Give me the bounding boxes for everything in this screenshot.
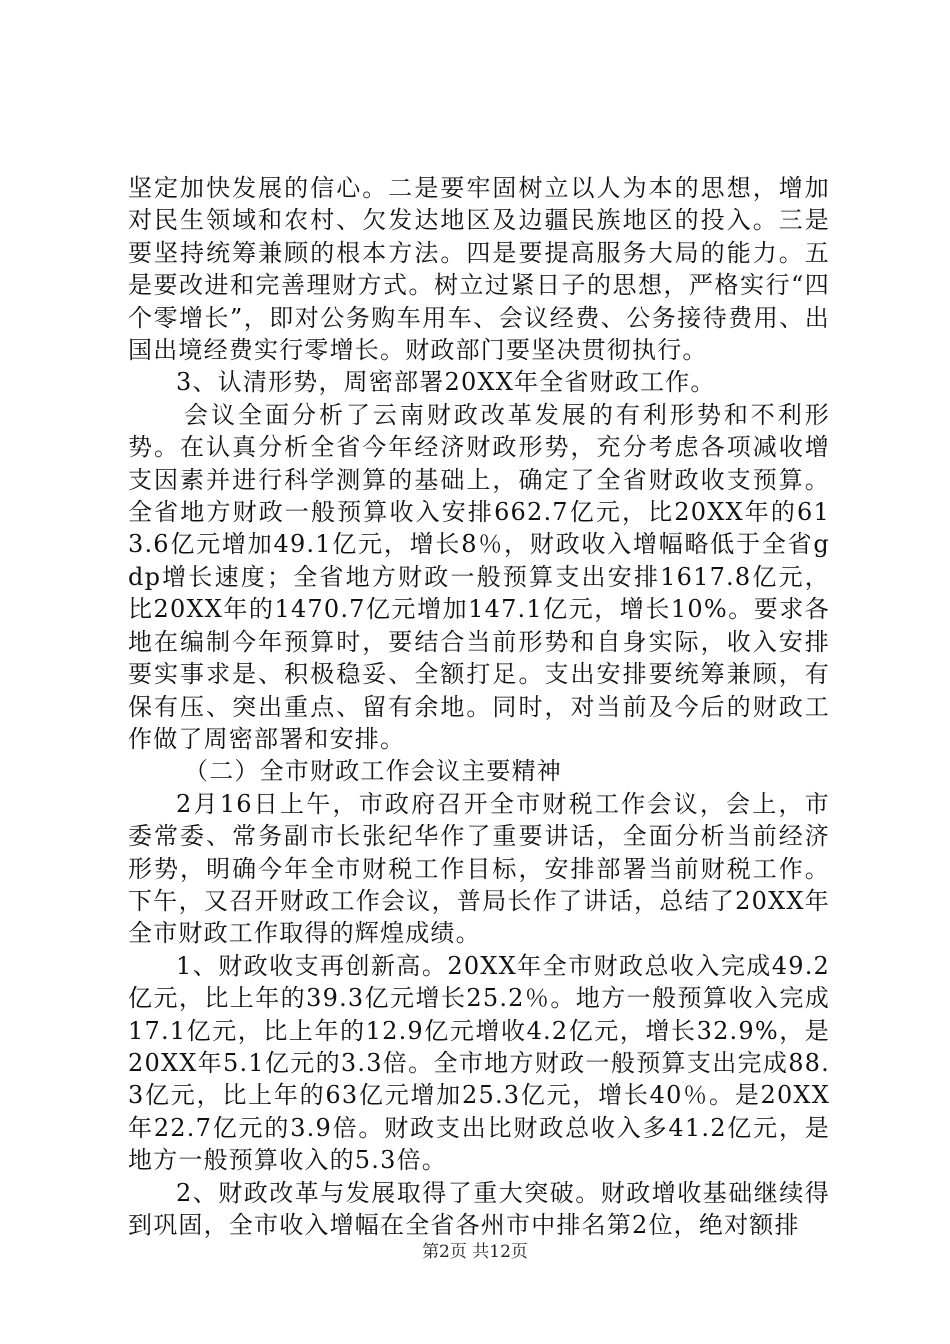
document-body [128,172,830,1241]
paragraph-item-2: 2、财政改革与发展取得了重大突破。财政增收基础继续得到巩固，全市收入增幅在全省各州市中排名第2位，绝对额排 [128,1178,830,1239]
paragraph-continuation: 坚定加快发展的信心。二是要牢固树立以人为本的思想，增加对民生领域和农村、欠发达地区及边疆民族地区的投入。三是要坚持统筹兼顾的根本方法。四是要提高服务大局的能力。五是要改进和完善理财方式。树立过紧日子的思想，严格实行“四个零增长”，即对公务购车用车、会议经费、公务接待费用、出国出境经费实行零增长。财政部门要坚决贯彻执行。 [128,174,830,365]
page-number: 第2页 共12页 [422,1242,528,1262]
paragraph-city-meeting: 2月16日上午，市政府召开全市财税工作会议，会上，市委常委、常务副市长张纪华作了重要讲话，全面分析当前经济形势，明确今年全市财税工作目标，安排部署当前财税工作。下午，又召开财政工作会议，普局长作了讲话，总结了20XX年全市财政工作取得的辉煌成绩。 [128,789,830,948]
section-heading-2: （二）全市财政工作会议主要精神 [184,757,562,786]
paragraph-meeting-analysis: 会议全面分析了云南财政改革发展的有利形势和不利形势。在认真分析全省今年经济财政形势，充分考虑各项减收增支因素并进行科学测算的基础上，确定了全省财政收支预算。全省地方财政一般预算收入安排662.7亿元，比20XX年的613.6亿元增加49.1亿元，增长8％，财政收入增幅略低于全省gdp增长速度；全省地方财政一般预算支出安排1617.8亿元，比20XX年的1470.7亿元增加147.1亿元，增长10%。要求各地在编制今年预算时，要结合当前形势和自身实际，收入安排要实事求是、积极稳妥、全额打足。支出安排要统筹兼顾，有保有压、突出重点、留有余地。同时，对当前及今后的财政工作做了周密部署和安排。 [128,400,830,753]
paragraph-heading-3: 3、认清形势，周密部署20XX年全省财政工作。 [176,368,716,397]
paragraph-item-1: 1、财政收支再创新高。20XX年全市财政总收入完成49.2亿元，比上年的39.3亿元增长25.2％。地方一般预算收入完成17.1亿元，比上年的12.9亿元增收4.2亿元，增长32.9%，是20XX年5.1亿元的3.3倍。全市地方财政一般预算支出完成88.3亿元，比上年的63亿元增加25.3亿元，增长40％。是20XX年22.7亿元的3.9倍。财政支出比财政总收入多41.2亿元，是地方一般预算收入的5.3倍。 [128,951,830,1175]
page-footer [0,1241,950,1263]
